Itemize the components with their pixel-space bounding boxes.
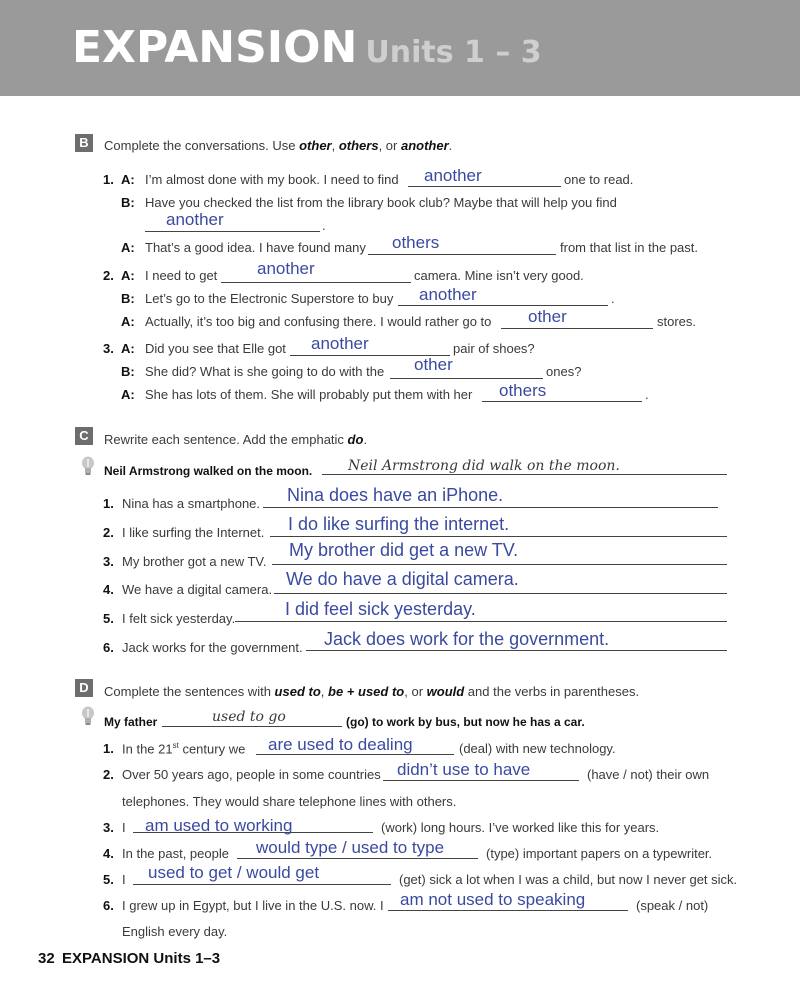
answer-text: another bbox=[424, 166, 482, 185]
example-suffix: (go) to work by bus, but now he has a car. bbox=[346, 715, 585, 729]
answer-blank bbox=[408, 186, 561, 187]
section-c-badge: C bbox=[75, 427, 93, 445]
dialogue-text: I need to get bbox=[145, 268, 218, 283]
lightbulb-icon bbox=[80, 456, 96, 478]
dialogue-text: . bbox=[611, 291, 615, 306]
item-number: 1. bbox=[103, 496, 114, 511]
answer-blank bbox=[235, 621, 727, 622]
item-text: (speak / not) bbox=[636, 898, 709, 913]
section-b-instructions: Complete the conversations. Use other, others, or another. bbox=[104, 138, 453, 153]
item-number: 3. bbox=[103, 341, 114, 356]
item-text: (deal) with new technology. bbox=[459, 741, 616, 756]
dialogue-text: Actually, it’s too big and confusing there. I would rather go to bbox=[145, 314, 492, 329]
item-prompt: Nina has a smartphone. bbox=[122, 496, 261, 511]
answer-blank bbox=[274, 593, 727, 594]
item-number: 1. bbox=[103, 741, 114, 756]
answer-text: I do like surfing the internet. bbox=[288, 514, 510, 534]
item-text: In the 21st century we bbox=[122, 741, 246, 757]
answer-text: another bbox=[419, 285, 477, 304]
example-answer: used to go bbox=[212, 709, 286, 725]
section-c-instructions: Rewrite each sentence. Add the emphatic do. bbox=[104, 432, 368, 447]
answer-text: My brother did get a new TV. bbox=[289, 540, 519, 560]
item-number: 2. bbox=[103, 268, 114, 283]
dialogue-text: I’m almost done with my book. I need to find bbox=[145, 172, 399, 187]
speaker-label: A: bbox=[121, 314, 135, 329]
page-number: 32 bbox=[38, 950, 55, 967]
speaker-label: B: bbox=[121, 291, 135, 306]
answer-text: are used to dealing bbox=[268, 735, 413, 754]
dialogue-text: That’s a good idea. I have found many bbox=[145, 240, 366, 255]
item-text: Over 50 years ago, people in some countries bbox=[122, 767, 381, 782]
answer-text: am used to working bbox=[145, 816, 293, 835]
dialogue-text: from that list in the past. bbox=[560, 240, 699, 255]
dialogue-text: stores. bbox=[657, 314, 697, 329]
answer-text: Jack does work for the government. bbox=[324, 629, 610, 649]
answer-blank bbox=[306, 650, 727, 651]
answer-text: others bbox=[392, 233, 440, 252]
answer-blank bbox=[501, 328, 653, 329]
item-text: (have / not) their own bbox=[587, 767, 710, 782]
item-text: telephones. They would share telephone lines with others. bbox=[122, 794, 457, 809]
item-text: I grew up in Egypt, but I live in the U.S. now. I bbox=[122, 898, 384, 913]
item-number: 4. bbox=[103, 846, 114, 861]
answer-text: would type / used to type bbox=[256, 838, 445, 857]
dialogue-text: camera. Mine isn’t very good. bbox=[414, 268, 584, 283]
item-prompt: Jack works for the government. bbox=[122, 640, 303, 655]
section-d-instructions: Complete the sentences with used to, be + used to, or would and the verbs in parentheses. bbox=[104, 684, 640, 699]
item-number: 2. bbox=[103, 767, 114, 782]
answer-text: We do have a digital camera. bbox=[286, 569, 519, 589]
item-number: 1. bbox=[103, 172, 114, 187]
item-prompt: My brother got a new TV. bbox=[122, 554, 267, 569]
item-prompt: We have a digital camera. bbox=[122, 582, 273, 597]
section-b-badge: B bbox=[75, 134, 93, 152]
dialogue-text: Have you checked the list from the library book club? Maybe that will help you find bbox=[145, 195, 617, 210]
footer-title: EXPANSION Units 1–3 bbox=[62, 950, 221, 967]
item-text: I bbox=[122, 820, 126, 835]
item-text: (get) sick a lot when I was a child, but now I never get sick. bbox=[399, 872, 738, 887]
item-text: (type) important papers on a typewriter. bbox=[486, 846, 713, 861]
answer-text: I did feel sick yesterday. bbox=[285, 599, 476, 619]
page-title: EXPANSION Units 1 – 3 bbox=[72, 22, 542, 73]
dialogue-text: She has lots of them. She will probably put them with her bbox=[145, 387, 473, 402]
example-answer: Neil Armstrong did walk on the moon. bbox=[348, 458, 620, 474]
item-text: I bbox=[122, 872, 126, 887]
answer-blank bbox=[383, 780, 579, 781]
example-prompt: Neil Armstrong walked on the moon. bbox=[104, 464, 313, 478]
answer-blank bbox=[390, 378, 543, 379]
answer-blank bbox=[388, 910, 628, 911]
item-number: 6. bbox=[103, 640, 114, 655]
answer-text: other bbox=[414, 355, 453, 374]
item-text: English every day. bbox=[122, 924, 228, 939]
answer-blank bbox=[263, 507, 718, 508]
item-text: (work) long hours. I’ve worked like this for years. bbox=[381, 820, 660, 835]
page-header bbox=[0, 0, 800, 96]
answer-blank bbox=[368, 254, 556, 255]
speaker-label: A: bbox=[121, 240, 135, 255]
answer-text: another bbox=[166, 210, 224, 229]
answer-text: other bbox=[528, 307, 567, 326]
answer-text: another bbox=[257, 259, 315, 278]
speaker-label: A: bbox=[121, 268, 135, 283]
answer-text: didn’t use to have bbox=[397, 760, 531, 779]
item-number: 3. bbox=[103, 820, 114, 835]
item-number: 5. bbox=[103, 872, 114, 887]
speaker-label: A: bbox=[121, 172, 135, 187]
answer-blank bbox=[162, 726, 342, 727]
answer-blank bbox=[237, 858, 478, 859]
item-text: In the past, people bbox=[122, 846, 229, 861]
answer-blank bbox=[270, 536, 727, 537]
dialogue-text: one to read. bbox=[564, 172, 634, 187]
item-number: 3. bbox=[103, 554, 114, 569]
page-subtitle: Units 1 – 3 bbox=[365, 35, 542, 70]
item-prompt: I like surfing the Internet. bbox=[122, 525, 265, 540]
dialogue-text: She did? What is she going to do with the bbox=[145, 364, 385, 379]
answer-blank bbox=[272, 564, 727, 565]
dialogue-text: ones? bbox=[546, 364, 582, 379]
item-number: 6. bbox=[103, 898, 114, 913]
section-d-badge: D bbox=[75, 679, 93, 697]
answer-text: Nina does have an iPhone. bbox=[287, 485, 504, 505]
answer-blank bbox=[398, 305, 608, 306]
answer-blank bbox=[221, 282, 411, 283]
answer-text: another bbox=[311, 334, 369, 353]
dialogue-text: Did you see that Elle got bbox=[145, 341, 286, 356]
item-number: 2. bbox=[103, 525, 114, 540]
answer-text: others bbox=[499, 381, 547, 400]
lightbulb-icon bbox=[80, 706, 96, 728]
speaker-label: A: bbox=[121, 341, 135, 356]
item-number: 5. bbox=[103, 611, 114, 626]
speaker-label: B: bbox=[121, 364, 135, 379]
dialogue-text: . bbox=[645, 387, 649, 402]
answer-blank bbox=[322, 474, 727, 475]
speaker-label: B: bbox=[121, 195, 135, 210]
answer-blank bbox=[133, 884, 391, 885]
answer-text: used to get / would get bbox=[148, 863, 320, 882]
example-prefix: My father bbox=[104, 715, 158, 729]
dialogue-text: Let’s go to the Electronic Superstore to buy bbox=[145, 291, 394, 306]
dialogue-text: . bbox=[322, 218, 326, 233]
answer-blank bbox=[482, 401, 642, 402]
speaker-label: A: bbox=[121, 387, 135, 402]
item-number: 4. bbox=[103, 582, 114, 597]
dialogue-text: pair of shoes? bbox=[453, 341, 535, 356]
item-prompt: I felt sick yesterday. bbox=[122, 611, 236, 626]
answer-text: am not used to speaking bbox=[400, 890, 586, 909]
answer-blank bbox=[145, 231, 320, 232]
